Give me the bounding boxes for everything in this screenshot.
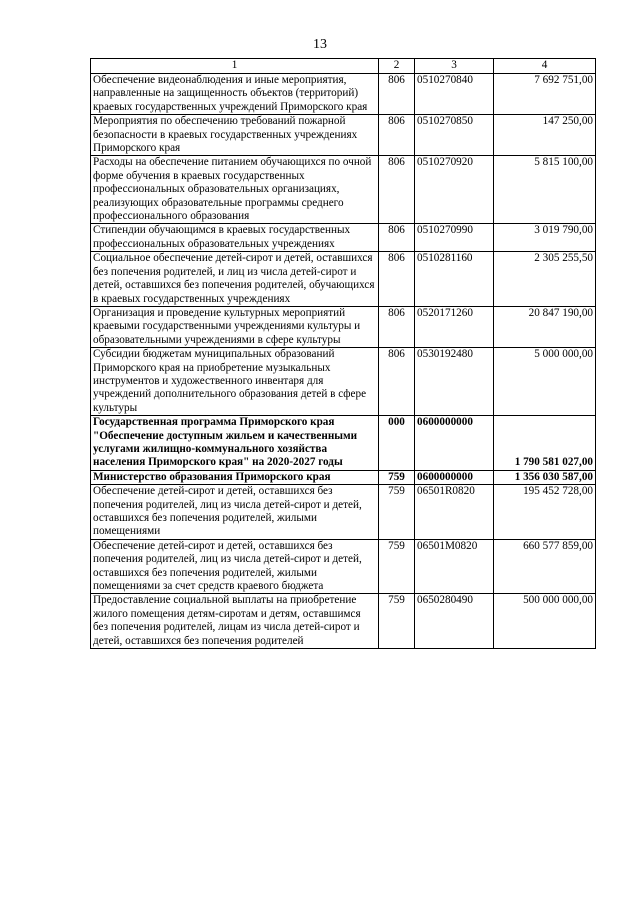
row-description: Расходы на обеспечение питанием обучающихся по очной форме обучения в краевых государственных профессиональных образовательных организациях, реализующих образовательные программы среднего профессионального образования bbox=[91, 156, 379, 224]
row-admin-code: 806 bbox=[379, 74, 415, 115]
row-amount: 5 815 100,00 bbox=[494, 156, 596, 224]
row-amount: 195 452 728,00 bbox=[494, 485, 596, 540]
row-description: Субсидии бюджетам муниципальных образований Приморского края на приобретение музыкальных инструментов и художественного инвентаря для учреждений дополнительного образования детей в сфере культуры bbox=[91, 348, 379, 416]
row-description: Обеспечение детей-сирот и детей, оставшихся без попечения родителей, лиц из числа детей-сирот и детей, оставшихся без попечения родителей, жилыми помещениями за счет средств краевого бюджета bbox=[91, 539, 379, 594]
row-classification-code: 0520171260 bbox=[415, 306, 494, 347]
row-classification-code: 0510270850 bbox=[415, 115, 494, 156]
row-description: Обеспечение детей-сирот и детей, оставшихся без попечения родителей, лиц из числа детей-сирот и детей, оставшихся без попечения родителей, жилыми помещениями bbox=[91, 485, 379, 540]
row-classification-code: 0510270920 bbox=[415, 156, 494, 224]
table-row bbox=[91, 306, 596, 347]
table-row bbox=[91, 539, 596, 594]
table-row bbox=[91, 252, 596, 307]
row-amount: 500 000 000,00 bbox=[494, 594, 596, 649]
row-classification-code: 0530192480 bbox=[415, 348, 494, 416]
row-admin-code: 759 bbox=[379, 539, 415, 594]
row-amount: 660 577 859,00 bbox=[494, 539, 596, 594]
row-description: Министерство образования Приморского края bbox=[91, 470, 379, 484]
table-row bbox=[91, 74, 596, 115]
table-row bbox=[91, 115, 596, 156]
row-classification-code: 06501M0820 bbox=[415, 539, 494, 594]
row-admin-code: 759 bbox=[379, 594, 415, 649]
table-row bbox=[91, 416, 596, 471]
table-row bbox=[91, 485, 596, 540]
header-col-4: 4 bbox=[494, 59, 596, 74]
row-amount: 147 250,00 bbox=[494, 115, 596, 156]
header-row bbox=[91, 59, 596, 74]
row-amount: 5 000 000,00 bbox=[494, 348, 596, 416]
row-amount: 1 356 030 587,00 bbox=[494, 470, 596, 484]
page-number: 13 bbox=[313, 37, 327, 52]
row-amount: 1 790 581 027,00 bbox=[494, 416, 596, 471]
table-row bbox=[91, 594, 596, 649]
row-description: Предоставление социальной выплаты на приобретение жилого помещения детям-сиротам и детям, оставшимся без попечения родителей, лицам из числа детей-сирот и детей, оставшихся без попечения родителей bbox=[91, 594, 379, 649]
table-row bbox=[91, 224, 596, 252]
row-description: Стипендии обучающимся в краевых государственных профессиональных образовательных учреждениях bbox=[91, 224, 379, 252]
row-classification-code: 0650280490 bbox=[415, 594, 494, 649]
row-classification-code: 0510281160 bbox=[415, 252, 494, 307]
row-description: Мероприятия по обеспечению требований пожарной безопасности в краевых государственных учреждениях Приморского края bbox=[91, 115, 379, 156]
row-amount: 3 019 790,00 bbox=[494, 224, 596, 252]
row-amount: 2 305 255,50 bbox=[494, 252, 596, 307]
table-header bbox=[91, 59, 596, 74]
row-admin-code: 759 bbox=[379, 470, 415, 484]
row-admin-code: 806 bbox=[379, 156, 415, 224]
row-description: Социальное обеспечение детей-сирот и детей, оставшихся без попечения родителей, и лиц из числа детей-сирот и детей, оставшихся без попечения родителей, обучающихся в краевых государственных учреждениях bbox=[91, 252, 379, 307]
row-amount: 7 692 751,00 bbox=[494, 74, 596, 115]
header-col-3: 3 bbox=[415, 59, 494, 74]
row-amount: 20 847 190,00 bbox=[494, 306, 596, 347]
header-col-2: 2 bbox=[379, 59, 415, 74]
row-description: Государственная программа Приморского края "Обеспечение доступным жильем и качественными услугами жилищно-коммунального хозяйства населения Приморского края" на 2020-2027 годы bbox=[91, 416, 379, 471]
row-classification-code: 06501R0820 bbox=[415, 485, 494, 540]
row-admin-code: 806 bbox=[379, 306, 415, 347]
table-row bbox=[91, 348, 596, 416]
row-admin-code: 806 bbox=[379, 348, 415, 416]
row-admin-code: 806 bbox=[379, 224, 415, 252]
row-admin-code: 806 bbox=[379, 252, 415, 307]
row-description: Обеспечение видеонаблюдения и иные мероприятия, направленные на защищенность объектов (территорий) краевых государственных учреждений Приморского края bbox=[91, 74, 379, 115]
row-description: Организация и проведение культурных мероприятий краевыми государственными учреждениями культуры и образовательными учреждениями в сфере культуры bbox=[91, 306, 379, 347]
row-classification-code: 0600000000 bbox=[415, 470, 494, 484]
table-row bbox=[91, 470, 596, 484]
row-admin-code: 759 bbox=[379, 485, 415, 540]
table-row bbox=[91, 156, 596, 224]
row-classification-code: 0510270840 bbox=[415, 74, 494, 115]
row-classification-code: 0510270990 bbox=[415, 224, 494, 252]
row-classification-code: 0600000000 bbox=[415, 416, 494, 471]
row-admin-code: 806 bbox=[379, 115, 415, 156]
budget-table bbox=[90, 58, 596, 649]
row-admin-code: 000 bbox=[379, 416, 415, 471]
table-body bbox=[91, 74, 596, 649]
header-col-1: 1 bbox=[91, 59, 379, 74]
